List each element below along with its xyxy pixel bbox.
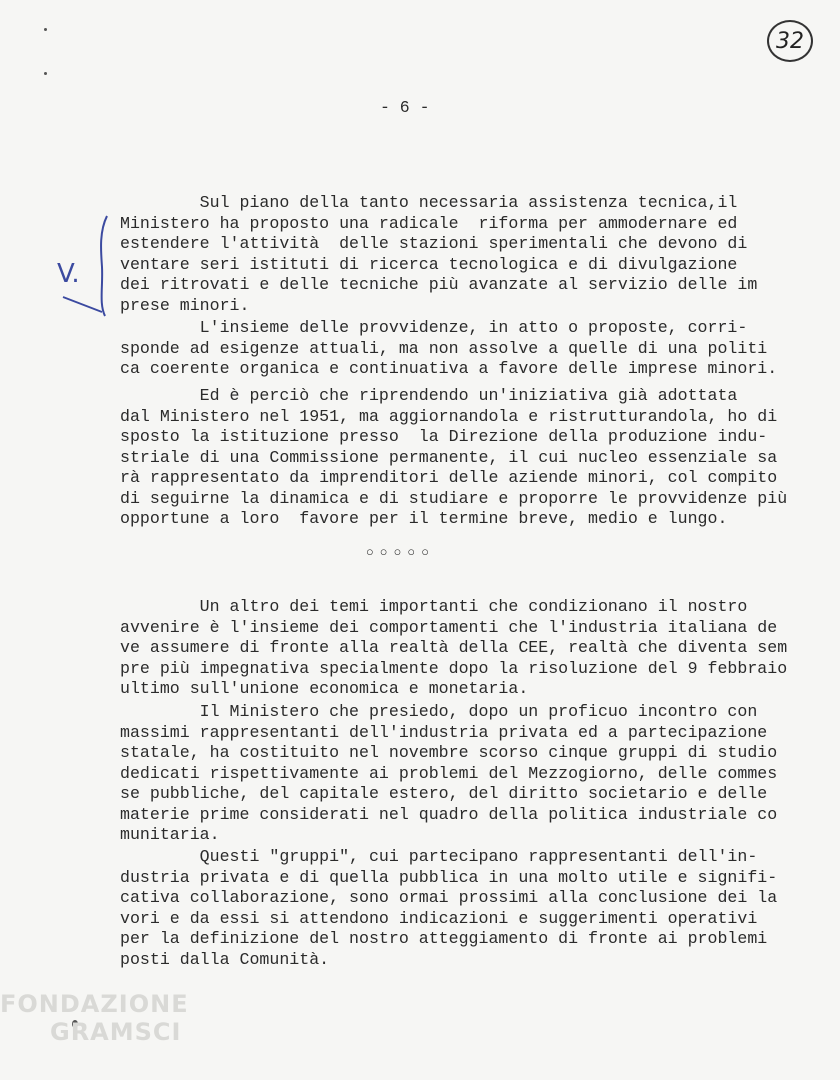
margin-note: V. bbox=[57, 259, 80, 289]
section-separator: ○○○○○ bbox=[366, 545, 436, 560]
text-line: dustria privata e di quella pubblica in una molto utile e signifi- bbox=[120, 867, 778, 887]
text-line: estendere l'attività delle stazioni sperimentali che devono di bbox=[120, 234, 748, 253]
text-line: munitaria. bbox=[120, 825, 220, 844]
text-line: Il Ministero che presiedo, dopo un proficuo incontro con bbox=[120, 702, 758, 721]
text-line: Ed è perciò che riprendendo un'iniziativa già adottata bbox=[120, 386, 738, 405]
text-line: sposto la istituzione presso la Direzione della produzione indu- bbox=[120, 427, 768, 446]
speck bbox=[44, 28, 47, 31]
page-stamp: 32 bbox=[767, 20, 813, 62]
text-line: dedicati rispettivamente ai problemi del Mezzogiorno, delle commes bbox=[120, 763, 778, 783]
text-line: Ministero ha proposto una radicale riforma per ammodernare ed bbox=[120, 213, 738, 233]
text-line: dal Ministero nel 1951, ma aggiornandola e ristrutturandola, ho di bbox=[120, 406, 778, 426]
text-line: massimi rappresentanti dell'industria privata ed a partecipazione bbox=[120, 722, 768, 742]
text-line: Sul piano della tanto necessaria assistenza tecnica,il bbox=[120, 193, 738, 212]
text-line: ventare seri istituti di ricerca tecnologica e di divulgazione bbox=[120, 254, 738, 274]
margin-annotation bbox=[55, 212, 125, 322]
text-line: statale, ha costituito nel novembre scorso cinque gruppi di studio bbox=[120, 743, 778, 762]
text-line: pre più impegnativa specialmente dopo la risoluzione del 9 febbraio bbox=[120, 658, 788, 678]
watermark-line-1: FONDAZIONE bbox=[0, 990, 189, 1018]
text-line: ultimo sull'unione economica e monetaria. bbox=[120, 679, 529, 698]
text-line: per la definizione del nostro atteggiamento di fronte ai problemi bbox=[120, 929, 768, 948]
text-line: cativa collaborazione, sono ormai prossimi alla conclusione dei la bbox=[120, 888, 778, 907]
text-line: Questi "gruppi", cui partecipano rappresentanti dell'in- bbox=[120, 847, 758, 866]
speck bbox=[44, 72, 47, 75]
text-line: opportune a loro favore per il termine breve, medio e lungo. bbox=[120, 509, 728, 528]
text-line: materie prime considerati nel quadro della politica industriale co bbox=[120, 804, 778, 824]
text-line: posti dalla Comunità. bbox=[120, 949, 330, 969]
text-line: sponde ad esigenze attuali, ma non assolve a quelle di una politi bbox=[120, 338, 768, 358]
watermark-line-2: GRAMSCI bbox=[50, 1018, 182, 1046]
text-line: di seguirne la dinamica e di studiare e proporre le provvidenze più bbox=[120, 488, 788, 508]
text-line: striale di una Commissione permanente, il cui nucleo essenziale sa bbox=[120, 447, 778, 467]
text-line: Un altro dei temi importanti che condizionano il nostro bbox=[120, 597, 748, 616]
text-line: ca coerente organica e continuativa a favore delle imprese minori. bbox=[120, 359, 778, 378]
text-line: prese minori. bbox=[120, 295, 250, 315]
watermark bbox=[0, 990, 240, 1046]
text-line: ve assumere di fronte alla realtà della CEE, realtà che diventa sem bbox=[120, 638, 788, 657]
text-line: se pubbliche, del capitale estero, del diritto societario e delle bbox=[120, 784, 768, 803]
text-line: avvenire è l'insieme dei comportamenti che l'industria italiana de bbox=[120, 617, 778, 637]
page-number: - 6 - bbox=[380, 98, 430, 117]
text-line: L'insieme delle provvidenze, in atto o proposte, corri- bbox=[120, 318, 748, 337]
text-line: rà rappresentato da imprenditori delle aziende minori, col compito bbox=[120, 468, 778, 487]
text-line: vori e da essi si attendono indicazioni e suggerimenti operativi bbox=[120, 908, 758, 928]
text-line: dei ritrovati e delle tecniche più avanzate al servizio delle im bbox=[120, 275, 758, 294]
